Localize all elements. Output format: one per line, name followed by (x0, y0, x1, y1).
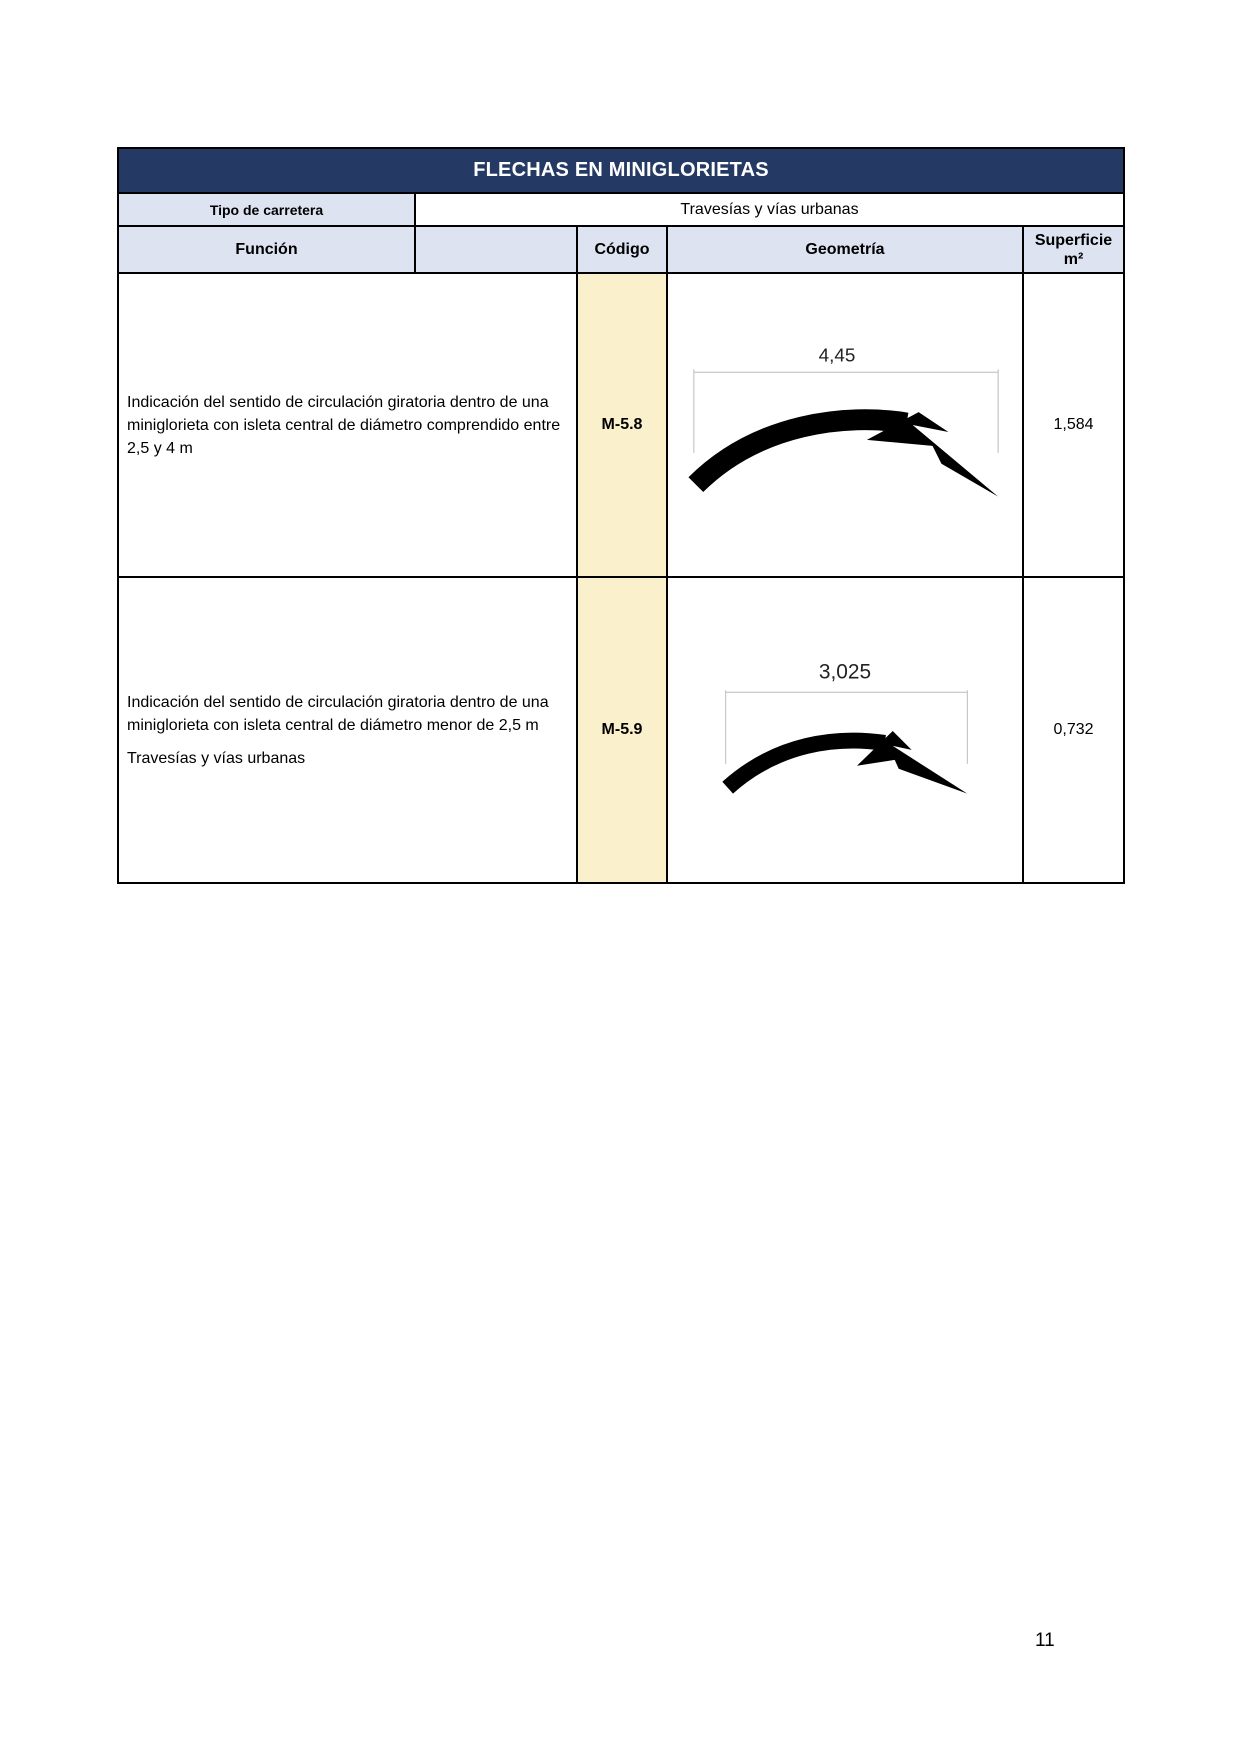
row-codigo: M-5.8 (578, 274, 668, 576)
curved-arrow-icon (696, 412, 998, 497)
curved-arrow-icon (728, 731, 968, 794)
geometry-drawing (668, 273, 1022, 577)
geometry-drawing (668, 578, 1022, 882)
header-superficie (1024, 227, 1123, 272)
header-row (119, 227, 1123, 274)
row-funcion-text: Indicación del sentido de circulación giratoria dentro de una miniglorieta con isleta central de diámetro comprendido entre 2,5 y 4 m (127, 393, 561, 457)
table-row (119, 578, 1123, 882)
table-title: FLECHAS EN MINIGLORIETAS (119, 149, 1123, 194)
dimension-label: 4,45 (818, 345, 856, 367)
row-geometria (668, 578, 1024, 882)
header-superficie-label: Superficie (1034, 231, 1113, 249)
row-codigo: M-5.9 (578, 578, 668, 882)
row-funcion-extra: Travesías y vías urbanas (127, 749, 306, 767)
header-funcion: Función (119, 227, 416, 272)
header-geometria: Geometría (668, 227, 1024, 272)
road-type-value: Travesías y vías urbanas (680, 200, 859, 218)
header-superficie-unit: m² (1063, 250, 1084, 268)
arrows-table (117, 147, 1125, 884)
header-blank (416, 227, 578, 272)
row-superficie: 0,732 (1053, 721, 1094, 738)
road-type-label: Tipo de carretera (119, 194, 416, 225)
header-codigo: Código (578, 227, 668, 272)
row-superficie: 1,584 (1053, 416, 1094, 433)
row-geometria (668, 274, 1024, 576)
road-type-row (119, 194, 1123, 227)
row-funcion (119, 274, 578, 576)
table-row (119, 274, 1123, 578)
dimension-label: 3,025 (818, 660, 872, 684)
row-funcion (119, 578, 578, 882)
page-number: 11 (1035, 1630, 1055, 1651)
row-funcion-text: Indicación del sentido de circulación giratoria dentro de una miniglorieta con isleta central de diámetro menor de 2,5 m (127, 693, 549, 734)
